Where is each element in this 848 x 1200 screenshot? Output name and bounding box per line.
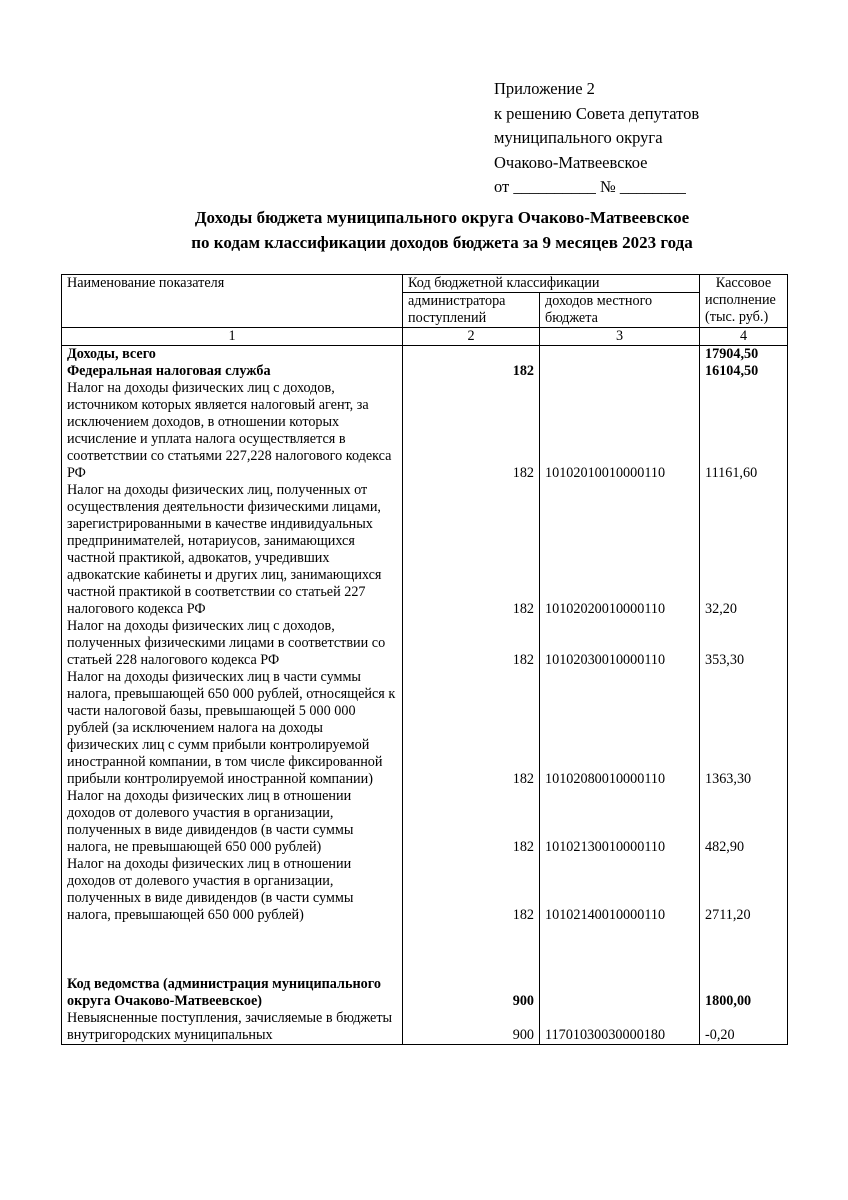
row-amount: 1800,00: [700, 976, 788, 1010]
column-number: 4: [700, 328, 788, 346]
row-amount: 1363,30: [700, 669, 788, 788]
row-name: Федеральная налоговая служба: [62, 363, 403, 380]
row-name: Налог на доходы физических лиц в отношении доходов от долевого участия в организации, полученных в виде дивидендов (в части суммы налога, превышающей 650 000 рублей): [62, 856, 403, 924]
header-name: Наименование показателя: [62, 275, 403, 328]
table-row: [62, 482, 788, 618]
row-name: Налог на доходы физических лиц с доходов, полученных физическими лицами в соответствии со статьей 228 налогового кодекса РФ: [62, 618, 403, 669]
header-cash-line: (тыс. руб.): [705, 309, 769, 325]
row-budget-code: 10102020010000110: [540, 482, 700, 618]
row-budget-code: [540, 363, 700, 380]
header-cash-execution: [700, 275, 788, 328]
header-cash-line: исполнение: [705, 292, 776, 308]
row-name: Налог на доходы физических лиц в отношении доходов от долевого участия в организации, полученных в виде дивидендов (в части суммы налога, не превышающей 650 000 рублей): [62, 788, 403, 856]
row-budget-code: [540, 976, 700, 1010]
header-local-line: доходов местного: [545, 293, 653, 309]
row-budget-code: 10102140010000110: [540, 856, 700, 924]
table-row: [62, 363, 788, 380]
row-budget-code: 10102130010000110: [540, 788, 700, 856]
row-admin-code: 182: [403, 482, 540, 618]
table-row: [62, 618, 788, 669]
row-name: Налог на доходы физических лиц, полученных от осуществления деятельности физическими лицами, зарегистрированными в качестве индивидуальных предпринимателей, нотариусов, занимающихся частной практикой, адвокатов, учредивших адвокатские кабинеты и других лиц, занимающихся частной практикой в соответствии со статьей 227 налогового кодекса РФ: [62, 482, 403, 618]
row-amount: -0,20: [700, 1010, 788, 1045]
row-admin-code: [403, 346, 540, 364]
row-amount: 11161,60: [700, 380, 788, 482]
header-admin: [403, 293, 540, 328]
row-amount: 32,20: [700, 482, 788, 618]
row-budget-code: 10102030010000110: [540, 618, 700, 669]
row-budget-code: [540, 346, 700, 364]
header-admin-line: администратора: [408, 293, 506, 309]
header-local-line: бюджета: [545, 310, 598, 326]
table-row: [62, 1010, 788, 1045]
table-row: [62, 976, 788, 1010]
appendix-line: муниципального округа: [494, 128, 663, 147]
title-line: по кодам классификации доходов бюджета за 9 месяцев 2023 года: [191, 233, 693, 252]
row-admin-code: 182: [403, 669, 540, 788]
column-number-row: [62, 328, 788, 346]
row-amount: 353,30: [700, 618, 788, 669]
row-name: Невыясненные поступления, зачисляемые в бюджеты внутригородских муниципальных: [62, 1010, 403, 1045]
row-admin-code: 900: [403, 1010, 540, 1045]
title-line: Доходы бюджета муниципального округа Очаково-Матвеевское: [194, 208, 690, 227]
row-admin-code: 182: [403, 856, 540, 924]
header-local-budget: [540, 293, 700, 328]
appendix-line: Приложение 2: [494, 79, 595, 98]
row-name: Код ведомства (администрация муниципального округа Очаково-Матвеевское): [62, 976, 403, 1010]
table-row: [62, 856, 788, 924]
table-row: [62, 669, 788, 788]
row-amount: 2711,20: [700, 856, 788, 924]
row-amount: 17904,50: [700, 346, 788, 364]
row-admin-code: 182: [403, 380, 540, 482]
appendix-line: Очаково-Матвеевское: [494, 152, 648, 172]
row-budget-code: 11701030030000180: [540, 1010, 700, 1045]
row-amount: 16104,50: [700, 363, 788, 380]
appendix-date-number-line: от __________ № ________: [494, 177, 686, 196]
document-title: [60, 205, 824, 255]
row-admin-code: 182: [403, 363, 540, 380]
header-row: [62, 275, 788, 293]
header-admin-line: поступлений: [408, 310, 487, 326]
row-budget-code: 10102010010000110: [540, 380, 700, 482]
revenue-table: [61, 274, 788, 1045]
table-row: [62, 380, 788, 482]
blank-row: [62, 924, 788, 976]
row-admin-code: 900: [403, 976, 540, 1010]
table-row: [62, 788, 788, 856]
column-number: 1: [62, 328, 403, 346]
column-number: 2: [403, 328, 540, 346]
row-amount: 482,90: [700, 788, 788, 856]
row-name: Налог на доходы физических лиц с доходов, источником которых является налоговый агент, за исключением доходов, в отношении которых исчисление и уплата налога осуществляется в соответствии со статьями 227,228 налогового кодекса РФ: [62, 380, 403, 482]
row-budget-code: 10102080010000110: [540, 669, 700, 788]
appendix-block: [494, 77, 699, 200]
table-row: [62, 346, 788, 364]
row-admin-code: 182: [403, 618, 540, 669]
header-cash-line: Кассовое: [715, 275, 772, 291]
appendix-line: к решению Совета депутатов: [494, 103, 700, 123]
row-admin-code: 182: [403, 788, 540, 856]
row-name: Налог на доходы физических лиц в части суммы налога, превышающей 650 000 рублей, относящейся к части налоговой базы, превышающей 5 000 000 рублей (за исключением налога на доходы физических лиц с сумм прибыли контролируемой иностранной компании, в том числе фиксированной прибыли контролируемой иностранной компании): [62, 669, 403, 788]
column-number: 3: [540, 328, 700, 346]
header-code-group: Код бюджетной классификации: [403, 275, 700, 293]
row-name: Доходы, всего: [62, 346, 403, 364]
